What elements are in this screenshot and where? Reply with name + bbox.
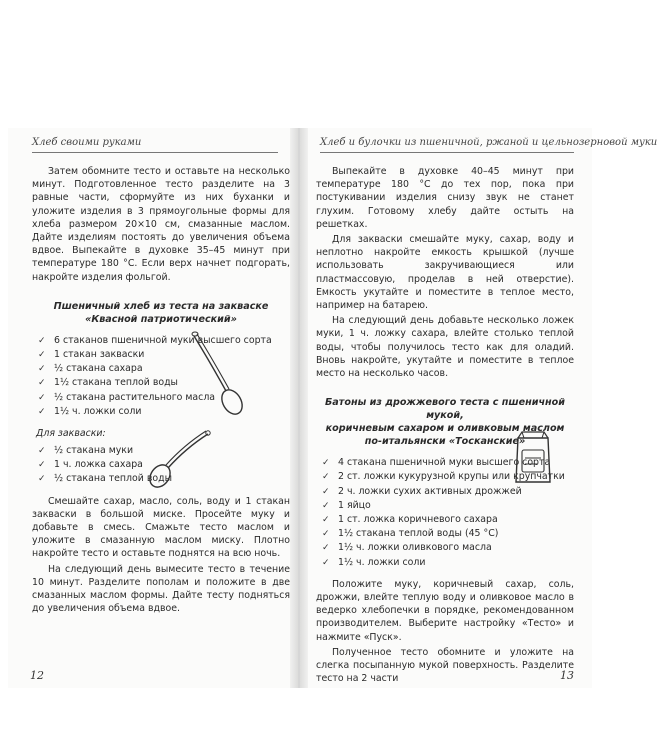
check-icon: ✓ <box>322 486 330 497</box>
right-paragraph-2: Для закваски смешайте муку, сахар, воду и неплотно накройте емкость крышкой (лучше использовать закручивающиеся или пластмассовую, проделав в ней отверстие). Емкость укутайте и поместите в теплое место, например на батарею. <box>316 234 574 312</box>
check-icon: ✓ <box>38 446 46 457</box>
left-paragraph-2: Смешайте сахар, масло, соль, воду и 1 стакан закваски в большой миске. Просейте муку и добавьте в смесь. Смажьте тесто маслом и уложите в смазанную маслом миску. Плотно накройте тесто и оставьте поднятся на всю ночь. <box>32 495 290 560</box>
check-icon: ✓ <box>38 335 46 346</box>
right-page <box>308 128 657 688</box>
list-item: ✓ 1½ ч. ложки соли <box>322 556 574 570</box>
left-running-head: Хлеб своими руками <box>32 134 278 153</box>
check-icon: ✓ <box>322 557 330 568</box>
list-item: ✓ ½ стакана муки <box>38 444 290 458</box>
book-gutter <box>290 128 308 688</box>
list-item: ✓ 1½ ч. ложки оливкового масла <box>322 541 574 555</box>
flour-bag-icon <box>510 428 556 486</box>
right-page-number: 13 <box>560 669 574 682</box>
list-item: ✓ 2 ст. ложки кукурузной крупы или крупчатки <box>322 470 574 484</box>
left-page-number: 12 <box>30 669 44 682</box>
left-paragraph-3: На следующий день вымесите тесто в течение 10 минут. Разделите пополам и положите в две смазанных маслом формы. Дайте тесту подняться до увеличения объема вдвое. <box>32 563 290 615</box>
right-paragraph-5: Полученное тесто обомните и уложите на слегка посыпанную мукой поверхность. Разделите тесто на 2 части <box>316 646 574 685</box>
check-icon: ✓ <box>38 406 46 417</box>
list-item: ✓ 1 яйцо <box>322 499 574 513</box>
check-icon: ✓ <box>322 500 330 511</box>
list-item: ✓ 1 ч. ложка сахара <box>38 458 290 472</box>
right-paragraph-4: Положите муку, коричневый сахар, соль, дрожжи, влейте теплую воду и оливковое масло в ведерко хлебопечки в порядке, рекомендованном производителем. Выберите настройку «Тесто» и нажмите «Пуск». <box>316 578 574 643</box>
check-icon: ✓ <box>322 458 330 469</box>
right-running-head: Хлеб и булочки из пшеничной, ржаной и цельнозерновой муки <box>320 134 574 153</box>
right-paragraph-3: На следующий день добавьте несколько ложек муки, 1 ч. ложку сахара, влейте столько теплой воды, чтобы получилось тесто как для оладий. Вновь накройте, укутайте и поместите в теплое место на несколько часов. <box>316 315 574 380</box>
right-recipe-title-line-2: коричневым сахаром и оливковым маслом <box>325 423 565 435</box>
spoon-icon <box>146 428 216 490</box>
check-icon: ✓ <box>322 543 330 554</box>
check-icon: ✓ <box>322 529 330 540</box>
right-paragraph-1: Выпекайте в духовке 40–45 минут при температуре 180 °С до тех пор, пока при постукивании изделия снизу звук не станет глухим. Готовому хлебу дайте остыть на решетках. <box>316 166 574 230</box>
list-item: ✓ 4 стакана пшеничной муки высшего сорта <box>322 456 574 470</box>
check-icon: ✓ <box>38 392 46 403</box>
check-icon: ✓ <box>38 460 46 471</box>
right-recipe-title-line-1: Батоны из дрожжевого теста с пшеничной мукой, <box>325 397 565 422</box>
list-item: ✓ 1 стакан закваски <box>38 348 290 362</box>
check-icon: ✓ <box>322 472 330 483</box>
check-icon: ✓ <box>38 350 46 361</box>
check-icon: ✓ <box>38 474 46 485</box>
left-ingredient-list <box>32 334 290 419</box>
check-icon: ✓ <box>38 378 46 389</box>
check-icon: ✓ <box>322 515 330 526</box>
left-recipe-title <box>32 300 290 326</box>
starter-label: Для закваски: <box>36 428 106 440</box>
check-icon: ✓ <box>38 364 46 375</box>
list-item: ✓ 1½ ч. ложки соли <box>38 405 290 419</box>
list-item: ✓ ½ стакана растительного масла <box>38 391 290 405</box>
list-item: ✓ 1½ стакана теплой воды <box>38 376 290 390</box>
spoon-icon <box>180 328 250 418</box>
left-paragraph-1: Затем обомните тесто и оставьте на несколько минут. Подготовленное тесто разделите на 3 равные части, сформуйте из них буханки и уложите изделия в 3 прямоугольные формы для хлеба размером 20×10 см, смазанные маслом. Дайте изделиям постоять до увеличения объема вдвое. Выпекайте в духовке 35–45 минут при температуре 180 °С. Если верх начнет подгорать, накройте изделия фольгой. <box>32 166 290 283</box>
list-item: ✓ ½ стакана теплой воды <box>38 472 290 486</box>
list-item: ✓ ½ стакана сахара <box>38 362 290 376</box>
left-page <box>8 128 290 688</box>
list-item: ✓ 6 стаканов пшеничной муки высшего сорта <box>38 334 290 348</box>
left-recipe-title-line-2: «Квасной патриотический» <box>85 313 237 325</box>
left-recipe-title-line-1: Пшеничный хлеб из теста на закваске <box>53 300 269 312</box>
list-item: ✓ 2 ч. ложки сухих активных дрожжей <box>322 485 574 499</box>
list-item: ✓ 1 ст. ложка коричневого сахара <box>322 513 574 527</box>
right-recipe-title-line-3: по-итальянски «Тосканские» <box>364 436 526 448</box>
list-item: ✓ 1½ стакана теплой воды (45 °С) <box>322 527 574 541</box>
